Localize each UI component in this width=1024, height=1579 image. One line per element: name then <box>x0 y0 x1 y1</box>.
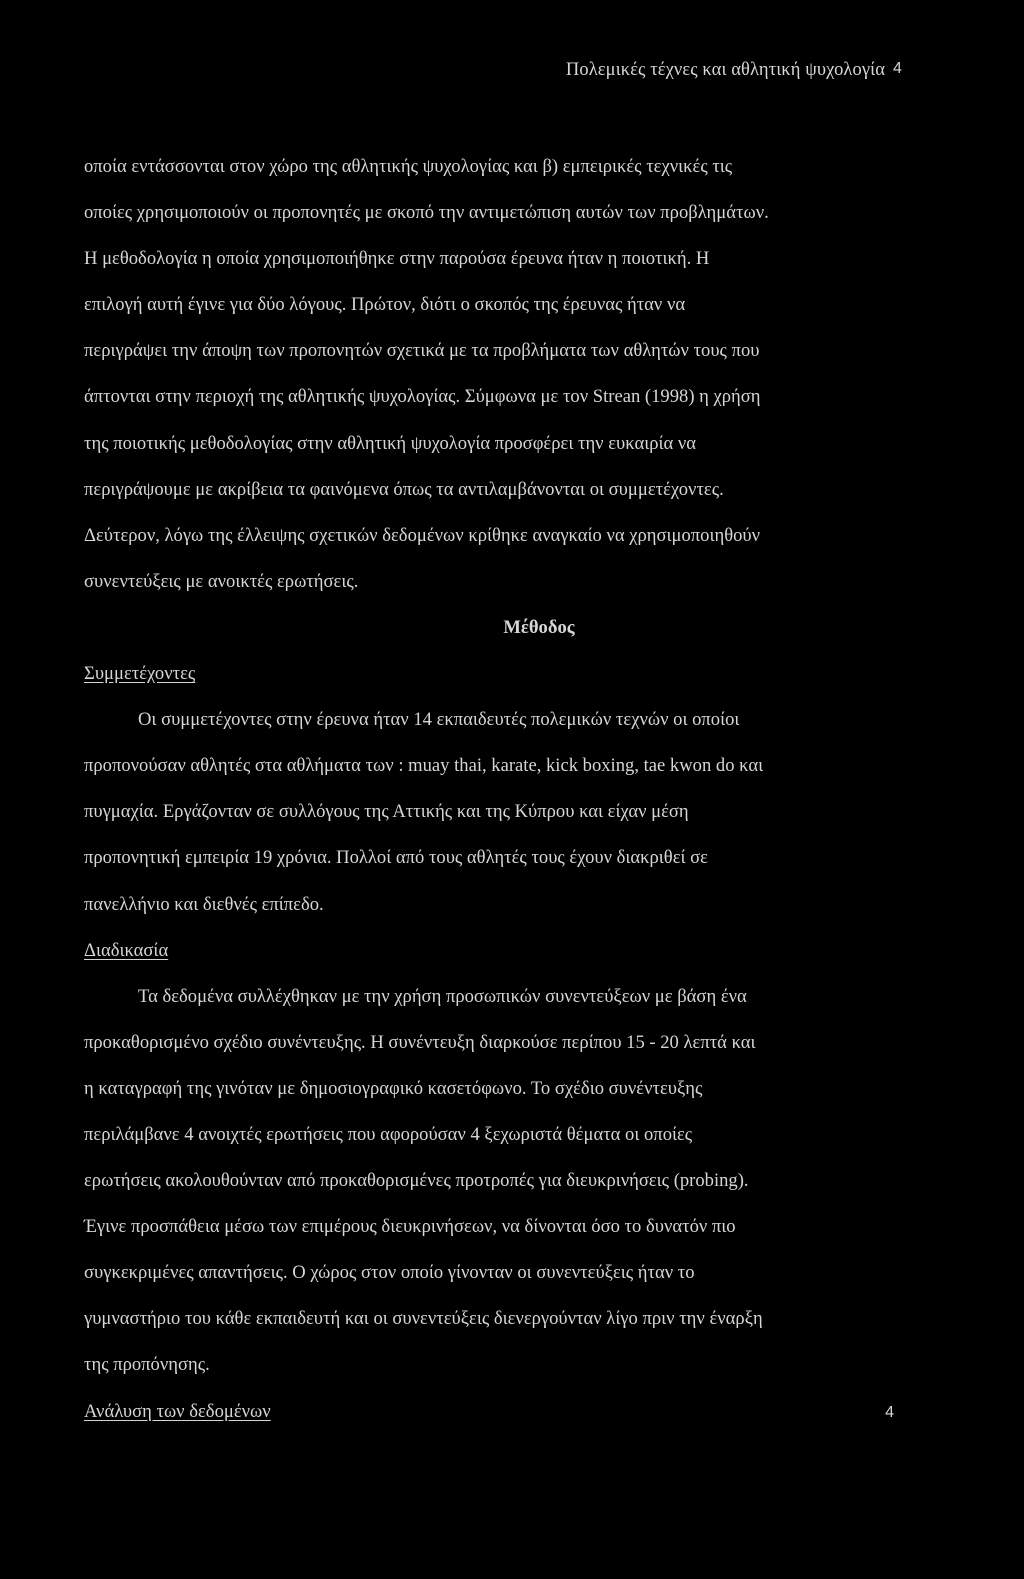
text-line: πανελλήνιο και διεθνές επίπεδο. <box>84 893 324 915</box>
participants-paragraph <box>84 697 914 927</box>
text-line: συγκεκριμένες απαντήσεις. Ο χώρος στον οποίο γίνονταν οι συνεντεύξεις ήταν το <box>84 1262 695 1284</box>
procedure-heading: Διαδικασία <box>84 939 169 961</box>
text-line: πυγμαχία. Εργάζονταν σε συλλόγους της Αττικής και της Κύπρου και είχαν μέση <box>84 801 689 823</box>
running-head-title: Πολεμικές τέχνες και αθλητική ψυχολογία <box>565 60 885 80</box>
running-head <box>566 60 902 81</box>
text-line: οποία εντάσσονται στον χώρο της αθλητικής ψυχολογίας και β) εμπειρικές τεχνικές τις <box>84 156 733 177</box>
text-line: ερωτήσεις ακολουθούνταν από προκαθορισμένες προτροπές για διευκρινήσεις (probing). <box>84 1170 749 1192</box>
text-line: της προπόνησης. <box>84 1354 210 1376</box>
intro-paragraph <box>84 144 914 605</box>
participants-heading: Συμμετέχοντες <box>84 663 196 685</box>
footer-page-number: 4 <box>885 1404 894 1421</box>
text-line: Οι συμμετέχοντες στην έρευνα ήταν 14 εκπαιδευτές πολεμικών τεχνών οι οποίοι <box>138 709 740 731</box>
text-line: οποίες χρησιμοποιούν οι προπονητές με σκοπό την αντιμετώπιση αυτών των προβλημάτων. <box>84 202 769 224</box>
text-line: προκαθορισμένο σχέδιο συνέντευξης. Η συνέντευξη διαρκούσε περίπου 15 - 20 λεπτά και <box>84 1031 756 1053</box>
page-body <box>84 144 914 1435</box>
running-head-page-number: 4 <box>893 60 902 77</box>
text-line: περιγράψει την άποψη των προπονητών σχετικά με τα προβλήματα των αθλητών τους που <box>84 340 760 362</box>
method-heading: Μέθοδος <box>503 616 575 638</box>
text-line: συνεντεύξεις με ανοικτές ερωτήσεις. <box>84 570 359 592</box>
text-line: η καταγραφή της γινόταν με δημοσιογραφικό κασετόφωνο. Το σχέδιο συνέντευξης <box>84 1077 703 1099</box>
text-line: προπονητική εμπειρία 19 χρόνια. Πολλοί από τους αθλητές τους έχουν διακριθεί σε <box>84 847 708 869</box>
text-line: της ποιοτικής μεθοδολογίας στην αθλητική ψυχολογία προσφέρει την ευκαιρία να <box>84 432 697 454</box>
text-line: άπτονται στην περιοχή της αθλητικής ψυχολογίας. Σύμφωνα με τον Strean (1998) η χρήση <box>84 386 761 408</box>
analysis-heading: Ανάλυση των δεδομένων <box>84 1400 271 1422</box>
text-line: Δεύτερον, λόγω της έλλειψης σχετικών δεδομένων κρίθηκε αναγκαίο να χρησιμοποιηθούν <box>84 524 761 546</box>
text-line: περιλάμβανε 4 ανοιχτές ερωτήσεις που αφορούσαν 4 ξεχωριστά θέματα οι οποίες <box>84 1123 693 1145</box>
text-line: γυμναστήριο του κάθε εκπαιδευτή και οι συνεντεύξεις διενεργούνταν λίγο πριν την έναρξη <box>84 1308 763 1330</box>
text-line: επιλογή αυτή έγινε για δύο λόγους. Πρώτον, διότι ο σκοπός της έρευνας ήταν να <box>84 294 686 316</box>
text-line: προπονούσαν αθλητές στα αθλήματα των : muay thai, karate, kick boxing, tae kwon do και <box>84 755 764 777</box>
text-line: περιγράψουμε με ακρίβεια τα φαινόμενα όπως τα αντιλαμβάνονται οι συμμετέχοντες. <box>84 478 724 500</box>
text-line: Τα δεδομένα συλλέχθηκαν με την χρήση προσωπικών συνεντεύξεων με βάση ένα <box>138 985 747 1007</box>
text-line: Έγινε προσπάθεια μέσω των επιμέρους διευκρινήσεων, να δίνονται όσο το δυνατόν πιο <box>84 1216 736 1238</box>
text-line: Η μεθοδολογία η οποία χρησιμοποιήθηκε στην παρούσα έρευνα ήταν η ποιοτική. Η <box>84 248 710 270</box>
procedure-paragraph <box>84 974 914 1389</box>
